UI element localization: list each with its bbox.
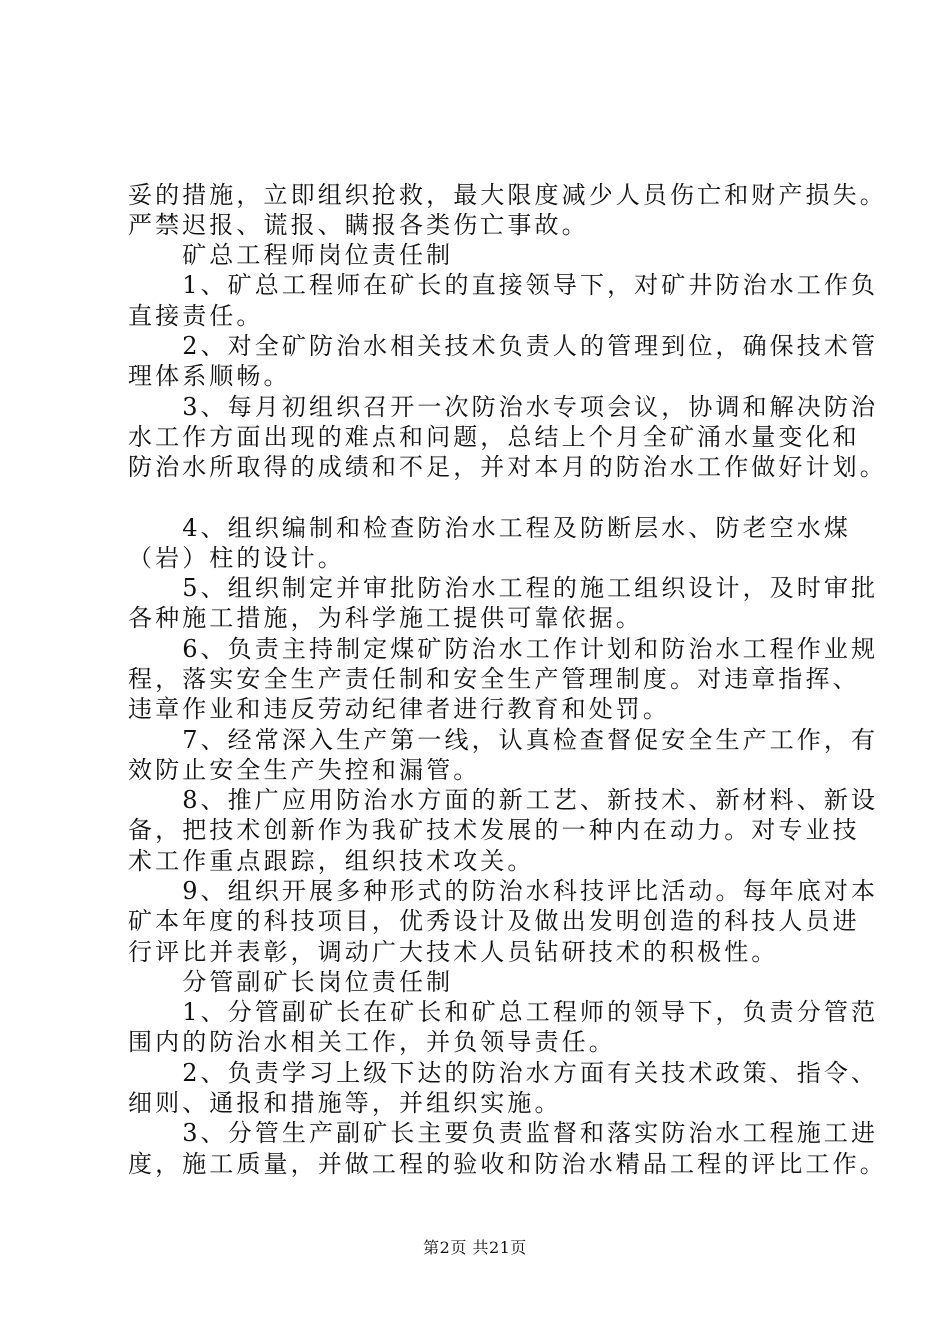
text-line: 度，施工质量，并做工程的验收和防治水精品工程的评比工作。 <box>128 1150 887 1178</box>
text-line: 违章作业和违反劳动纪律者进行教育和处罚。 <box>128 695 670 723</box>
text-line: 各种施工措施，为科学施工提供可靠依据。 <box>128 604 643 632</box>
text-line: 6、负责主持制定煤矿防治水工作计划和防治水工程作业规 <box>128 635 879 663</box>
text-line: 防治水所取得的成绩和不足，并对本月的防治水工作做好计划。 <box>128 453 887 481</box>
text-line: 8、推广应用防治水方面的新工艺、新技术、新材料、新设 <box>128 786 879 814</box>
text-line: 3、每月初组织召开一次防治水专项会议，协调和解决防治 <box>128 393 879 421</box>
text-line: 7、经常深入生产第一线，认真检查督促安全生产工作，有 <box>128 726 879 754</box>
text-line: 效防止安全生产失控和漏管。 <box>128 756 481 784</box>
text-line: 矿本年度的科技项目，优秀设计及做出发明创造的科技人员进 <box>128 907 860 935</box>
text-line: 妥的措施，立即组织抢救，最大限度减少人员伤亡和财产损失。 <box>128 181 887 209</box>
text-line: 行评比并表彰，调动广大技术人员钻研技术的积极性。 <box>128 938 779 966</box>
text-line: 5、组织制定并审批防治水工程的施工组织设计，及时审批 <box>128 574 879 602</box>
text-line: 备，把技术创新作为我矿技术发展的一种内在动力。对专业技 <box>128 816 860 844</box>
text-line: 直接责任。 <box>128 302 264 330</box>
text-line: 程，落实安全生产责任制和安全生产管理制度。对违章指挥、 <box>128 665 860 693</box>
text-line: 理体系顺畅。 <box>128 362 291 390</box>
text-line: 细则、通报和措施等，并组织实施。 <box>128 1089 562 1117</box>
text-line: （岩）柱的设计。 <box>128 544 345 572</box>
text-line: 术工作重点跟踪，组织技术攻关。 <box>128 847 535 875</box>
text-line: 9、组织开展多种形式的防治水科技评比活动。每年底对本 <box>128 877 879 905</box>
text-line: 围内的防治水相关工作，并负领导责任。 <box>128 1028 616 1056</box>
text-line: 3、分管生产副矿长主要负责监督和落实防治水工程施工进 <box>128 1119 879 1147</box>
section-heading: 矿总工程师岗位责任制 <box>128 241 454 269</box>
text-line: 水工作方面出现的难点和问题，总结上个月全矿涌水量变化和 <box>128 423 860 451</box>
text-line: 2、负责学习上级下达的防治水方面有关技术政策、指令、 <box>128 1059 879 1087</box>
text-line: 严禁迟报、谎报、瞒报各类伤亡事故。 <box>128 211 589 239</box>
text-line: 1、分管副矿长在矿长和矿总工程师的领导下，负责分管范 <box>128 998 879 1026</box>
page-number: 第2页 共21页 <box>423 1238 527 1257</box>
section-heading: 分管副矿长岗位责任制 <box>128 968 454 996</box>
text-line: 2、对全矿防治水相关技术负责人的管理到位，确保技术管 <box>128 332 879 360</box>
text-line: 1、矿总工程师在矿长的直接领导下，对矿井防治水工作负 <box>128 271 879 299</box>
text-line: 4、组织编制和检查防治水工程及防断层水、防老空水煤 <box>128 514 851 542</box>
